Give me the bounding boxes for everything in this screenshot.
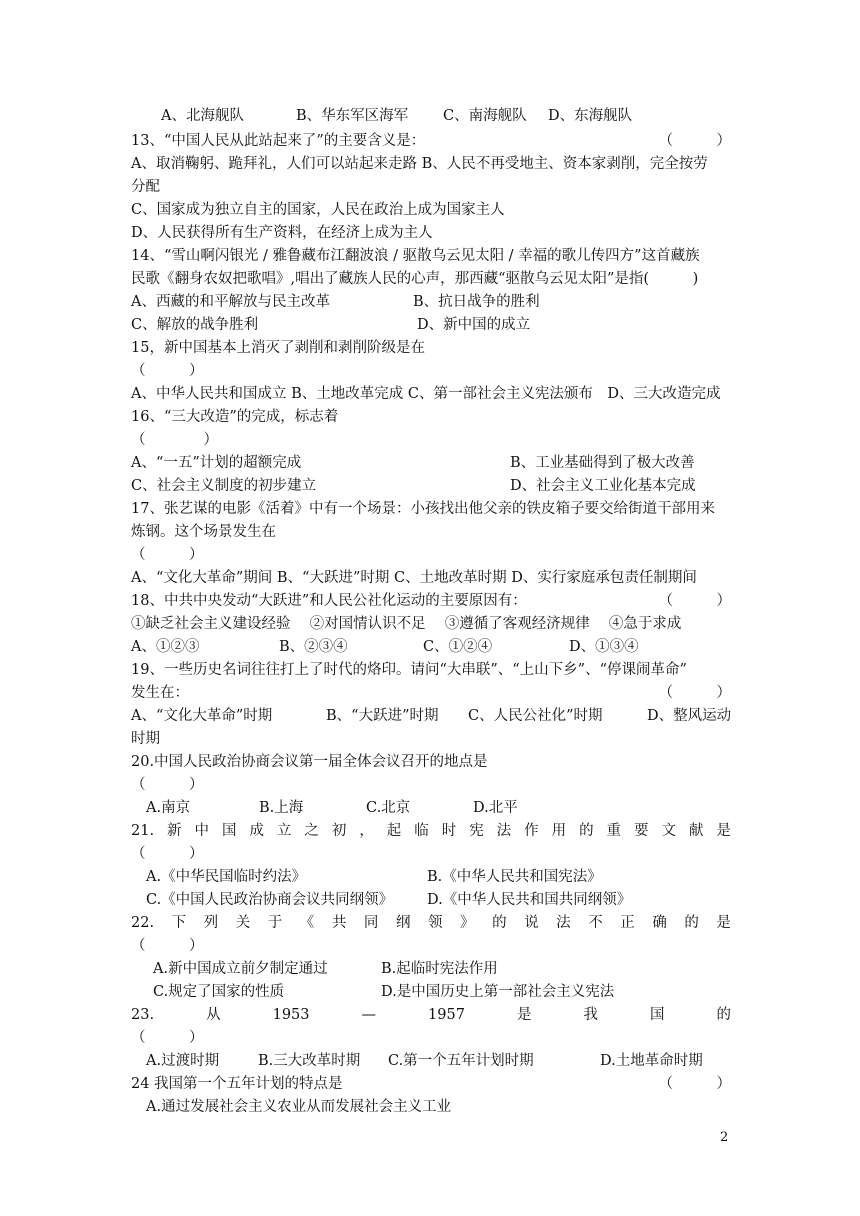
question-23-paren: （ ） [131, 1030, 204, 1046]
option-b: B.上海 [259, 800, 304, 816]
question-17-line1: 17、张艺谋的电影《活着》中有一个场景：小孩找出他父亲的铁皮箱子要交给街道干部用来 [131, 501, 715, 517]
stem-char: 从 [206, 1007, 221, 1023]
question-20-paren: （ ） [131, 777, 204, 793]
option-a: A.新中国成立前夕制定通过 [153, 961, 328, 977]
option-a: A、北海舰队 [161, 108, 244, 124]
stem-char: 列 [203, 915, 219, 931]
option-b: B.起临时宪法作用 [381, 961, 498, 977]
stem-char: 重 [606, 823, 622, 839]
stem-char: 于 [267, 915, 283, 931]
question-17-paren: （ ） [131, 547, 204, 563]
option-a: A、“一五”计划的超额完成 [131, 455, 302, 471]
stem-char: 不 [588, 915, 603, 931]
question-24-option-a: A.通过发展社会主义农业从而发展社会主义工业 [146, 1099, 452, 1115]
option-d: D.《中华人民共和国共同纲领》 [427, 892, 632, 908]
option-d: D、整风运动 [647, 708, 732, 724]
stem-text: 22. [131, 915, 155, 931]
answer-paren: （ ） [658, 685, 731, 701]
option-d: D.土地革命时期 [600, 1053, 703, 1069]
stem-char: 法 [556, 915, 571, 931]
question-14-options-cd [131, 314, 731, 336]
stem-char: 法 [496, 823, 512, 839]
question-text: 18、中共中央发动“大跃进”和人民公社化运动的主要原因有： [131, 593, 527, 609]
stem-char: 国 [221, 823, 237, 839]
question-13-option-d: D、人民获得所有生产资料，在经济上成为主人 [131, 225, 433, 241]
question-19-line1: 19、一些历史名词往往打上了时代的烙印。请问“大串联”、“上山下乡”、“停课闹革命” [131, 662, 687, 678]
question-14-line1: 14、“雪山啊闪银光 / 雅鲁藏布江翻波浪 / 驱散乌云见太阳 / 幸福的歌儿传四方”这首藏族 [131, 248, 700, 264]
question-13-option-c: C、国家成为独立自主的国家，人民在政治上成为国家主人 [131, 202, 505, 218]
option-a: A.《中华民国临时约法》 [146, 869, 307, 885]
question-21-options-cd [131, 889, 731, 911]
question-18-stem [131, 590, 731, 612]
option-b: B、抗日战争的胜利 [413, 294, 540, 310]
stem-char: 是 [716, 823, 731, 839]
question-20-stem: 20.中国人民政治协商会议第一届全体会议召开的地点是 [131, 754, 488, 770]
stem-char: 起 [386, 823, 402, 839]
option-a: A、①②③ [131, 639, 200, 655]
question-12-options [131, 105, 731, 127]
question-14-options-ab [131, 291, 731, 313]
question-17-options: A、“文化大革命”期间 B、“大跃进”时期 C、土地改革时期 D、实行家庭承包责任制期间 [131, 570, 697, 586]
stem-char: 1957 [428, 1007, 465, 1023]
stem-char: 》 [460, 915, 475, 931]
question-22-stem [131, 912, 731, 934]
question-16-paren: （ ） [131, 432, 218, 448]
stem-char: 献 [688, 823, 704, 839]
stem-char: 的 [716, 1007, 731, 1023]
stem-text: 23. [131, 1007, 155, 1023]
stem-char: 中 [194, 823, 209, 839]
answer-paren: （ ） [658, 1076, 731, 1092]
question-14-line2: 民歌《翻身农奴把歌唱》,唱出了藏族人民的心声，那西藏“驱散乌云见太阳”是指( ) [131, 271, 699, 287]
option-d: D、①③④ [569, 639, 639, 655]
question-15-paren: （ ） [131, 363, 204, 379]
stem-char: 领 [427, 915, 443, 931]
question-21-stem [131, 820, 731, 842]
question-19-options [131, 705, 731, 727]
question-22-options-ab [131, 958, 731, 980]
option-d: D.北平 [473, 800, 518, 816]
stem-char: 用 [551, 823, 567, 839]
stem-char: 时 [441, 823, 457, 839]
option-c: C.《中国人民政治协商会议共同纲领》 [146, 892, 394, 908]
option-c: C.第一个五年计划时期 [388, 1053, 534, 1069]
question-13-option-ab-cont: 分配 [131, 179, 160, 195]
stem-char: 的 [492, 915, 507, 931]
question-19-option-d-cont: 时期 [131, 731, 160, 747]
question-15-options: A、中华人民共和国成立 B、土地改革完成 C、第一部社会主义宪法颁布 D、三大改造完成 [131, 386, 721, 402]
option-b: B.三大改革时期 [258, 1053, 361, 1069]
option-a: A、西藏的和平解放与民主改革 [131, 294, 330, 310]
stem-char: 之 [304, 823, 319, 839]
stem-char: 的 [684, 915, 699, 931]
stem-char: 的 [579, 823, 594, 839]
question-21-options-ab [131, 866, 731, 888]
question-18-options [131, 636, 731, 658]
option-b: B.《中华人民共和国宪法》 [427, 869, 602, 885]
option-a: A、“文化大革命”时期 [131, 708, 273, 724]
question-23-options [131, 1050, 731, 1072]
answer-paren: （ ） [658, 593, 731, 609]
page-number: 2 [720, 1130, 729, 1145]
question-text: 发生在： [131, 685, 189, 701]
option-d: D.是中国历史上第一部社会主义宪法 [381, 984, 615, 1000]
option-a: A.南京 [146, 800, 191, 816]
stem-char: 确 [652, 915, 667, 931]
stem-char: 文 [661, 823, 676, 839]
question-16-stem: 16、“三大改造”的完成，标志着 [131, 409, 339, 425]
option-b: B、华东军区海军 [296, 108, 409, 124]
option-d: D、东海舰队 [548, 108, 633, 124]
question-13-option-ab: A、取消鞠躬、跪拜礼，人们可以站起来走路 B、人民不再受地主、资本家剥削，完全按劳 [131, 156, 708, 172]
stem-char: 宪 [469, 823, 484, 839]
stem-char: 临 [414, 823, 429, 839]
question-text: 13、“中国人民从此站起来了”的主要含义是： [131, 133, 426, 149]
stem-char: 立 [276, 823, 292, 839]
option-b: B、工业基础得到了极大改善 [510, 455, 695, 471]
stem-char: — [361, 1007, 377, 1023]
option-c: C、社会主义制度的初步建立 [131, 478, 317, 494]
stem-char: 我 [583, 1007, 598, 1023]
stem-char: 纲 [395, 915, 411, 931]
question-24-stem [131, 1073, 731, 1095]
stem-char: 是 [716, 915, 731, 931]
stem-char: 共 [331, 915, 347, 931]
stem-char: 新 [167, 823, 182, 839]
option-a: A.过渡时期 [146, 1053, 220, 1069]
question-22-options-cd [131, 981, 731, 1003]
stem-char: 说 [524, 915, 539, 931]
question-17-line2: 炼钢。这个场景发生在 [131, 524, 276, 540]
question-19-line2 [131, 682, 731, 704]
option-c: C.北京 [366, 800, 411, 816]
stem-char: 下 [171, 915, 187, 931]
option-d: D、新中国的成立 [417, 317, 531, 333]
question-13-stem [131, 130, 731, 152]
stem-char: 是 [516, 1007, 532, 1023]
stem-char: 关 [235, 915, 251, 931]
question-23-stem [131, 1004, 731, 1026]
stem-char: 要 [634, 823, 649, 839]
question-18-items: ①缺乏社会主义建设经验 ②对国情认识不足 ③遵循了客观经济规律 ④急于求成 [131, 616, 682, 632]
stem-char: 同 [363, 915, 379, 931]
stem-char: 作 [524, 823, 539, 839]
stem-char: 初 [331, 823, 347, 839]
question-16-options-cd [131, 475, 731, 497]
option-b: B、②③④ [279, 639, 348, 655]
question-21-paren: （ ） [131, 846, 204, 862]
option-c: C、南海舰队 [443, 108, 527, 124]
option-c: C、①②④ [423, 639, 493, 655]
option-c: C.规定了国家的性质 [153, 984, 285, 1000]
question-22-paren: （ ） [131, 938, 204, 954]
stem-char: 国 [649, 1007, 665, 1023]
stem-char: ， [359, 823, 374, 839]
option-b: B、“大跃进”时期 [326, 708, 439, 724]
option-d: D、社会主义工业化基本完成 [510, 478, 696, 494]
question-15-stem: 15，新中国基本上消灭了剥削和剥削阶级是在 [131, 340, 425, 356]
question-text: 24 我国第一个五年计划的特点是 [131, 1076, 343, 1092]
stem-char: 《 [299, 915, 315, 931]
stem-char: 1953 [272, 1007, 310, 1023]
stem-char: 成 [249, 823, 264, 839]
question-20-options [131, 797, 731, 819]
question-16-options-ab [131, 452, 731, 474]
answer-paren: （ ） [658, 133, 731, 149]
stem-char: 正 [620, 915, 635, 931]
stem-text: 21. [131, 823, 155, 839]
option-c: C、解放的战争胜利 [131, 317, 259, 333]
option-c: C、人民公社化”时期 [468, 708, 603, 724]
